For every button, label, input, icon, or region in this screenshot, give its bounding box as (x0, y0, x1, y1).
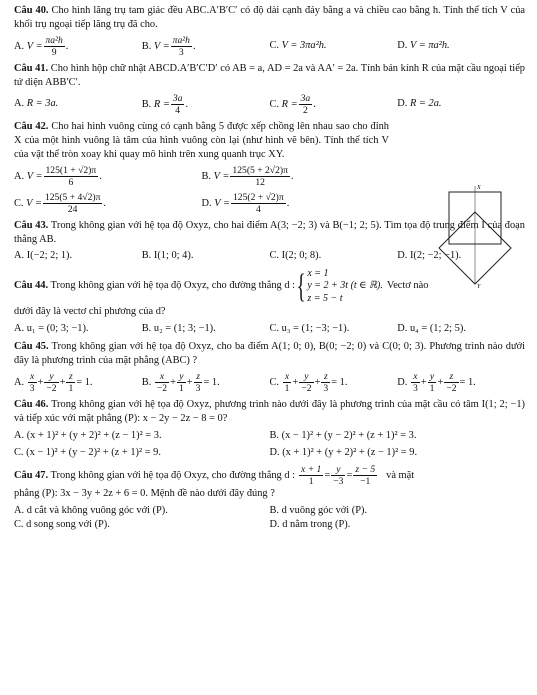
question-number: Câu 47. (14, 469, 49, 481)
question-stem: Cho hai hình vuông cùng có cạnh bằng 5 được xếp chồng lên nhau sao cho đỉnh X của một hình vuông là tâm của hình vuông còn lại (như hình vẽ bên). Tính thể tích V của vật thể tròn xoay khi quay mô hình trên xung quanh trục XY. (14, 120, 389, 161)
label-x: X (477, 185, 481, 191)
option-d[interactable]: D. V = πa²h. (397, 40, 450, 52)
question-stem: Trong không gian với hệ tọa độ Oxyz, phương trình nào dưới đây là phương trình của mặt cầu có tâm I(1; 2; −1) và tiếp xúc với mặt phẳng (P): x − 2y − 2z − 8 = 0? (14, 398, 525, 425)
question-number: Câu 46. (14, 398, 49, 410)
question-number: Câu 45. (14, 341, 49, 353)
option-a[interactable]: A. d cắt và không vuông góc với (P). (14, 504, 168, 516)
two-squares-figure (427, 178, 523, 290)
question-stem: Trong không gian với hệ tọa độ Oxyz, cho hai điểm A(3; −2; 3) và B(−1; 2; 5). Tìm tọa độ trung điểm I của đoạn thẳng AB. (14, 219, 525, 246)
question-number: Câu 42. (14, 120, 49, 132)
question-40 (14, 4, 525, 58)
question-stem: Cho hình hộp chữ nhật ABCD.A′B′C′D′ có AB = a, AD = 2a và AA′ = 2a. Tính bán kính R của mặt cầu ngoại tiếp tứ diện ABB′C′. (14, 62, 525, 89)
option-a[interactable]: A. V = $\frac{125(1 + √2)\pi}{6}$ . (14, 164, 102, 188)
option-b[interactable]: B. V = $\frac{\text{πa²h}}{3}$ . (141, 34, 196, 58)
option-a[interactable]: A. I(−2; 2; 1). (14, 250, 73, 262)
question-number: Câu 44. (14, 280, 49, 292)
option-d[interactable]: D. V = $\frac{125(2 + √2)\pi}{4}$ . (201, 191, 290, 215)
option-b[interactable]: B. V = $\frac{125(5 + 2√2)\pi}{12}$ . (201, 164, 294, 188)
option-c[interactable]: C. d song song với (P). (14, 519, 110, 531)
option-c[interactable]: C. u₃ = (1; −3; −1). (269, 322, 350, 334)
question-47: Câu 47. Trong không gian với hệ tọa độ Oxyz, cho đường thẳng d : $\frac{x + 1}{1}$ = $\frac{y}{-3}$ = $\frac{z - 5}{-1}$ và mặt phẳng (P): 3x − 3y + 2z + 6 = 0. Mệnh đề nào dưới đây đúng ? A. d cắt và không vuông góc với (P). B. d vuông góc với (P). C. d song song với (P). D. d nằm trong (P). (14, 464, 525, 532)
option-a[interactable]: A. (x + 1)² + (y + 2)² + (z − 1)² = 3. (14, 429, 162, 441)
line-system: { x = 1 y = 2 + 3t (t ∈ ℝ). z = 5 − t (296, 267, 383, 305)
option-c[interactable]: C. V = 3πa²h. (269, 40, 327, 52)
option-c[interactable]: C. R = $\frac{3a}{2}$ . (269, 92, 316, 116)
question-stem: Trong không gian với hệ tọa độ Oxyz, cho ba điểm A(1; 0; 0), B(0; −2; 0) và C(0; 0; 3). Phương trình nào dưới đây là phương trình của mặt phẳng (ABC) ? (14, 341, 525, 367)
question-number: Câu 41. (14, 62, 49, 74)
question-stem: Cho hình lăng trụ tam giác đều ABC.A′B′C′ có độ dài cạnh đáy bằng a và chiều cao bằng h. Tính thể tích V của khối trụ ngoại tiếp lăng trụ đã cho. (14, 5, 525, 31)
question-stem-cont: dưới đây là vectơ chỉ phương của d? (14, 306, 166, 318)
option-b[interactable]: B. d vuông góc với (P). (269, 504, 368, 516)
question-46 (14, 398, 525, 460)
option-a[interactable]: A. V = $\frac{\text{πa²h}}{9}$ . (14, 34, 69, 58)
option-d[interactable]: D. I(2; −2; −1). (397, 250, 462, 262)
question-stem-cont: phẳng (P): 3x − 3y + 2z + 6 = 0. Mệnh đề nào dưới đây đúng ? (14, 488, 275, 500)
line-equation: $\frac{x + 1}{1}$ = $\frac{y}{-3}$ = $\frac{z - 5}{-1}$ (301, 464, 376, 488)
question-stem: Trong không gian với hệ tọa độ Oxyz, cho đường thẳng d : (50, 280, 296, 292)
question-number: Câu 43. (14, 219, 49, 231)
option-a[interactable]: A. R = 3a. (14, 97, 59, 109)
option-a[interactable]: A. $\frac{x}{3}$ + $\frac{y}{-2}$ + $\frac{z}{1}$ = 1. (14, 370, 93, 394)
option-a[interactable]: A. u₁ = (0; 3; −1). (14, 322, 89, 334)
option-c[interactable]: C. V = $\frac{125(5 + 4√2)\pi}{24}$ . (14, 191, 107, 215)
label-y: Y (477, 284, 481, 290)
question-number: Câu 40. (14, 5, 49, 16)
question-45 (14, 340, 525, 394)
option-d[interactable]: D. R = 2a. (397, 97, 442, 109)
option-c[interactable]: C. I(2; 0; 8). (269, 250, 322, 262)
option-b[interactable]: B. I(1; 0; 4). (141, 250, 194, 262)
option-c[interactable]: C. (x − 1)² + (y − 2)² + (z + 1)² = 9. (14, 446, 161, 458)
option-d[interactable]: D. $\frac{x}{3}$ + $\frac{y}{1}$ + $\frac{z}{-2}$ = 1. (397, 370, 476, 394)
question-44: Câu 44. Trong không gian với hệ tọa độ Oxyz, cho đường thẳng d : { x = 1 y = 2 + 3t (t ∈ ℝ). z = 5 − t Vectơ nào dưới đây là vectơ chỉ phương của d? A. u₁ = (0; 3; −1). B. u₂ = (1; 3; −1). C. u₃ = (1; −3; −1). D. u₄ = (1; 2; 5). (14, 268, 525, 336)
option-b[interactable]: B. (x − 1)² + (y − 2)² + (z + 1)² = 3. (269, 429, 417, 441)
option-b[interactable]: B. R = $\frac{3a}{4}$ . (141, 92, 189, 116)
option-b[interactable]: B. $\frac{x}{-2}$ + $\frac{y}{1}$ + $\frac{z}{3}$ = 1. (141, 370, 220, 394)
option-b[interactable]: B. u₂ = (1; 3; −1). (141, 322, 216, 334)
option-d[interactable]: D. (x + 1)² + (y + 2)² + (z − 1)² = 9. (269, 446, 418, 458)
option-c[interactable]: C. $\frac{x}{1}$ + $\frac{y}{-2}$ + $\frac{z}{3}$ = 1. (269, 370, 348, 394)
option-d[interactable]: D. u₄ = (1; 2; 5). (397, 322, 466, 334)
question-41 (14, 62, 525, 116)
question-stem: Trong không gian với hệ tọa độ Oxyz, cho đường thẳng d : (50, 469, 296, 481)
option-d[interactable]: D. d nằm trong (P). (269, 519, 351, 531)
